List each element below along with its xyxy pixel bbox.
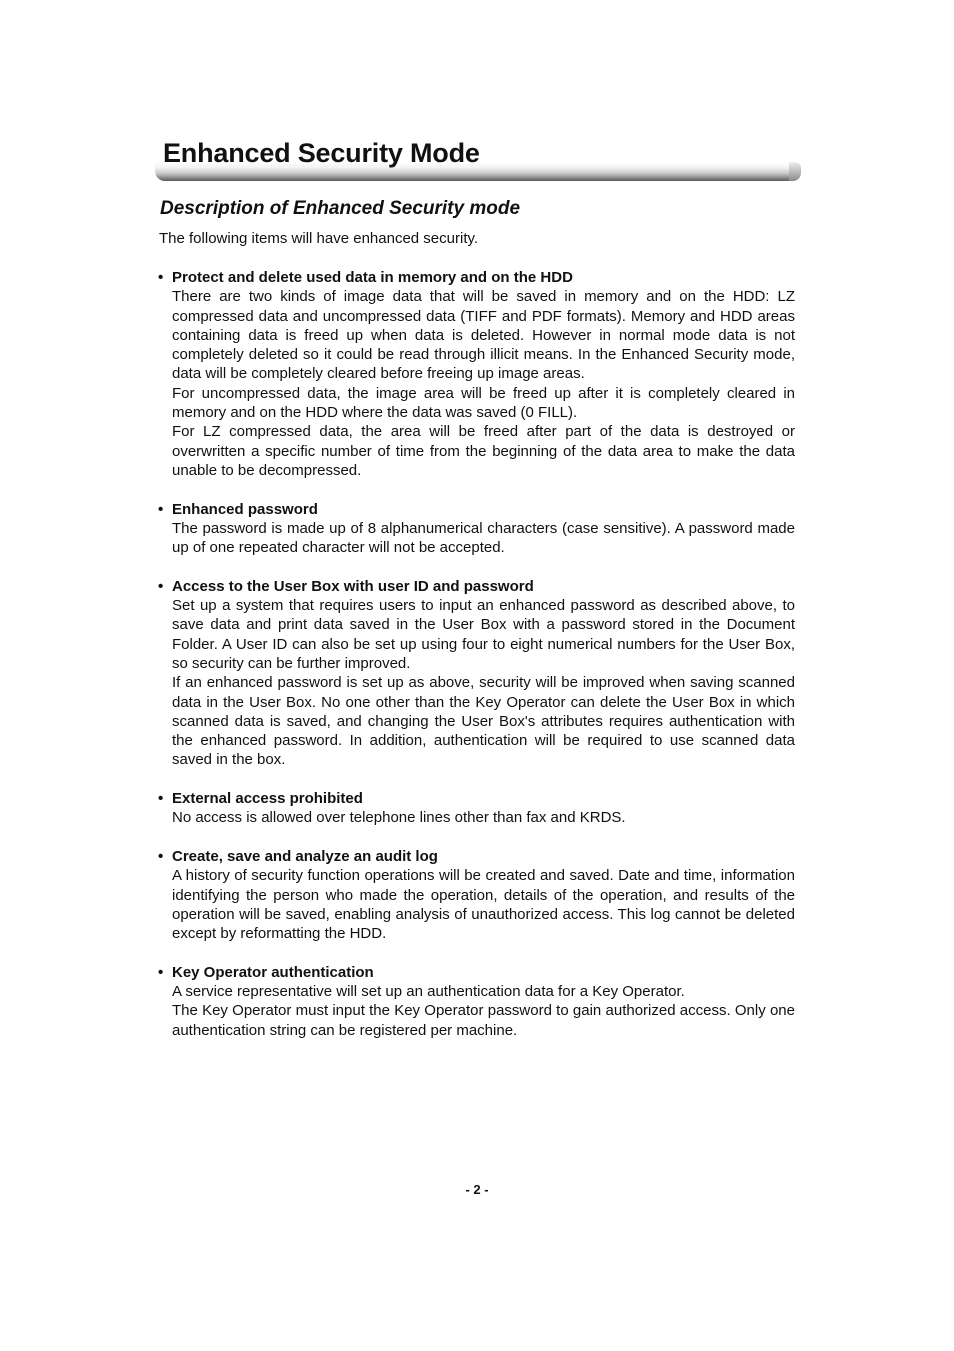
list-item-protect-data <box>159 268 795 480</box>
item-title: Access to the User Box with user ID and password <box>172 577 534 595</box>
item-title: Create, save and analyze an audit log <box>172 847 438 865</box>
item-paragraph: There are two kinds of image data that will be saved in memory and on the HDD: LZ compressed data and uncompressed data (TIFF and PDF formats). Memory and HDD areas containing data is freed up when data is deleted. However in normal mode data is not completely deleted so it could be read through illicit means. In the Enhanced Security mode, data will be completely cleared before freeing up image areas. <box>172 288 795 383</box>
item-paragraph: For uncompressed data, the image area will be freed up after it is completely cleared in memory and on the HDD where the data was saved (0 FILL). <box>172 384 795 422</box>
page-number: - 2 - <box>465 1182 489 1197</box>
list-item-enhanced-password <box>159 500 795 558</box>
intro-text: The following items will have enhanced security. <box>159 230 479 247</box>
bullet-icon: • <box>158 847 164 865</box>
list-item-key-operator-auth <box>159 963 795 1040</box>
item-paragraph: The Key Operator must input the Key Operator password to gain authorized access. Only one authentication string can be registered per machine. <box>172 1002 795 1039</box>
item-title: Enhanced password <box>172 500 318 518</box>
bullet-icon: • <box>158 500 164 518</box>
item-paragraph: If an enhanced password is set up as above, security will be improved when saving scanned data in the User Box. No one other than the Key Operator can delete the User Box in which scanned data is saved, and changing the User Box's attributes requires authentication with the enhanced password. In addition, authentication will be required to use scanned data saved in the box. <box>172 674 795 769</box>
item-paragraph: Set up a system that requires users to input an enhanced password as described above, to save data and print data saved in the User Box with a password stored in the Document Folder. A User ID can also be set up using four to eight numerical numbers for the User Box, so security can be further improved. <box>172 597 795 672</box>
item-title: Key Operator authentication <box>172 963 374 981</box>
list-item-audit-log <box>159 847 795 943</box>
section-heading: Description of Enhanced Security mode <box>160 198 521 219</box>
bullet-icon: • <box>158 790 164 808</box>
item-paragraph: A service representative will set up an authentication data for a Key Operator. <box>172 982 685 1000</box>
item-title: Protect and delete used data in memory and on the HDD <box>172 269 573 286</box>
bullet-icon: • <box>158 963 164 981</box>
item-paragraph: The password is made up of 8 alphanumerical characters (case sensitive). A password made up of one repeated character will not be accepted. <box>172 519 795 557</box>
list-item-user-box-access <box>159 577 795 770</box>
bullet-icon: • <box>158 577 164 595</box>
item-paragraph: No access is allowed over telephone lines other than fax and KRDS. <box>172 809 626 827</box>
item-paragraph: A history of security function operations will be created and saved. Date and time, information identifying the person who made the operation, details of the operation, and results of the operation will be saved, enabling analysis of unauthorized access. This log cannot be deleted except by reformatting the HDD. <box>172 867 795 943</box>
bullet-icon: • <box>158 269 164 286</box>
item-paragraph: For LZ compressed data, the area will be freed after part of the data is destroyed or overwritten a specific number of time from the beginning of the data area to make the data unable to be decompressed. <box>172 423 795 479</box>
list-item-external-access <box>159 789 795 828</box>
page-title: Enhanced Security Mode <box>163 138 480 168</box>
item-title: External access prohibited <box>172 790 363 808</box>
item-list <box>159 268 795 1059</box>
